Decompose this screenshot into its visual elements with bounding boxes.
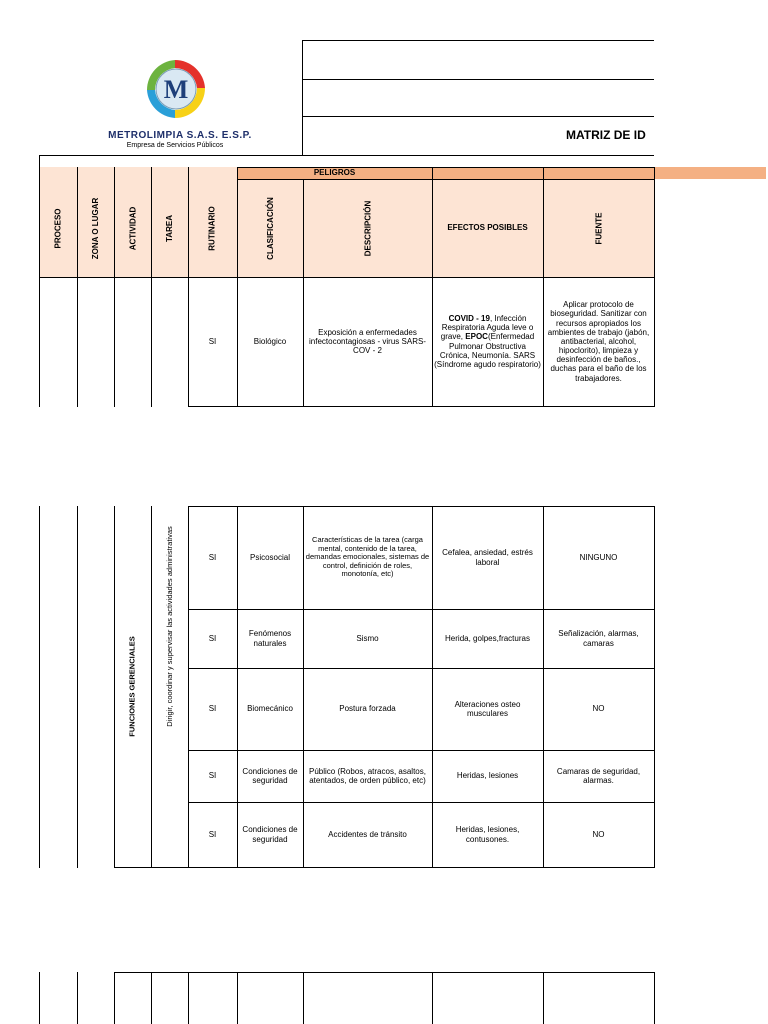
- block2-row5-fuente: NO: [592, 829, 605, 839]
- header-zona: ZONA O LUGAR: [91, 197, 101, 259]
- block2-actividad: FUNCIONES GERENCIALES: [128, 636, 137, 737]
- block2-row5-rutinario: SI: [208, 829, 217, 839]
- block2-row1-clasificacion: Psicosocial: [249, 552, 290, 562]
- header-actividad: ACTIVIDAD: [128, 206, 137, 250]
- row1-fuente: Aplicar protocolo de bioseguridad. Sanitizar con recursos apropiados los ambientes de trabajo (jabón, antibacterial, alcohol, hipoclorito), limpieza y desinfección de baños., duchas para el baño de los trabajadores.: [547, 300, 650, 383]
- block2-row4-clasificacion: Condiciones de seguridad: [242, 766, 298, 785]
- block2-row2-efectos: Herida, golpes,fracturas: [445, 633, 530, 643]
- header-proceso: PROCESO: [53, 207, 63, 249]
- header-peligros: PELIGROS: [313, 168, 356, 178]
- company-name: METROLIMPIA S.A.S. E.S.P.: [108, 130, 252, 141]
- logo-emblem-icon: [125, 48, 225, 130]
- block2-row3-fuente: NO: [592, 704, 605, 714]
- svg-text:M: M: [163, 75, 189, 104]
- row1-efectos: COVID - 19, Infección Respiratoria Aguda leve o grave, EPOC(Enfermedad Pulmonar Obstructiva Crónica, Neumonía. SARS (Síndrome agudo respiratorio): [434, 313, 541, 369]
- block2-row5-descripcion: Accidentes de tránsito: [328, 829, 407, 839]
- block2-row2-fuente: Señalización, alarmas, camaras: [558, 629, 639, 648]
- block2-row3-efectos: Alteraciones osteo musculares: [454, 699, 521, 718]
- block2-row4-fuente: Camaras de seguridad, alarmas.: [556, 766, 641, 785]
- header-efectos: EFECTOS POSIBLES: [447, 223, 528, 233]
- row1-rutinario: SI: [208, 336, 217, 346]
- block2-row3-clasificacion: Biomecánico: [247, 704, 293, 714]
- header-fuente: FUENTE: [594, 212, 603, 244]
- row1-descripcion: Exposición a enfermedades infectocontagiosas - virus SARS-COV - 2: [309, 327, 426, 356]
- block2-row4-rutinario: SI: [208, 771, 217, 781]
- block2-tarea: Dirigir, coordinar y supervisar las actividades administrativas: [165, 525, 174, 727]
- block2-row1-fuente: NINGUNO: [579, 552, 618, 562]
- row1-clasificacion: Biológico: [253, 336, 287, 346]
- company-logo: [125, 48, 225, 130]
- block2-row1-rutinario: SI: [208, 552, 217, 562]
- header-descripcion: DESCRIPCIÓN: [363, 200, 372, 256]
- company-subtitle: Empresa de Servicios Públicos: [126, 142, 224, 149]
- block2-row4-efectos: Heridas, lesiones: [456, 771, 519, 781]
- block2-row2-clasificacion: Fenómenos naturales: [248, 629, 292, 648]
- block2-row5-efectos: Heridas, lesiones, contusones.: [455, 825, 520, 844]
- header-rutinario: RUTINARIO: [207, 205, 217, 251]
- header-clasificacion: CLASIFICACIÓN: [265, 196, 275, 260]
- block2-row4-descripcion: Público (Robos, atracos, asaltos, atentados, de orden público, etc): [309, 766, 426, 785]
- block2-row3-rutinario: SI: [208, 704, 217, 714]
- block2-row3-descripcion: Postura forzada: [339, 704, 396, 714]
- block2-row1-efectos: Cefalea, ansiedad, estrés laboral: [442, 548, 533, 567]
- document-title: MATRIZ DE ID: [566, 128, 646, 142]
- block2-row1-descripcion: Características de la tarea (carga mental, contenido de la tarea, demandas emocionales, sistemas de control, definición de roles, monotonía, etc): [305, 534, 430, 579]
- header-tarea: TAREA: [165, 214, 174, 242]
- block2-row2-rutinario: SI: [208, 633, 217, 643]
- block2-row5-clasificacion: Condiciones de seguridad: [242, 825, 298, 844]
- block2-row2-descripcion: Sismo: [356, 633, 379, 643]
